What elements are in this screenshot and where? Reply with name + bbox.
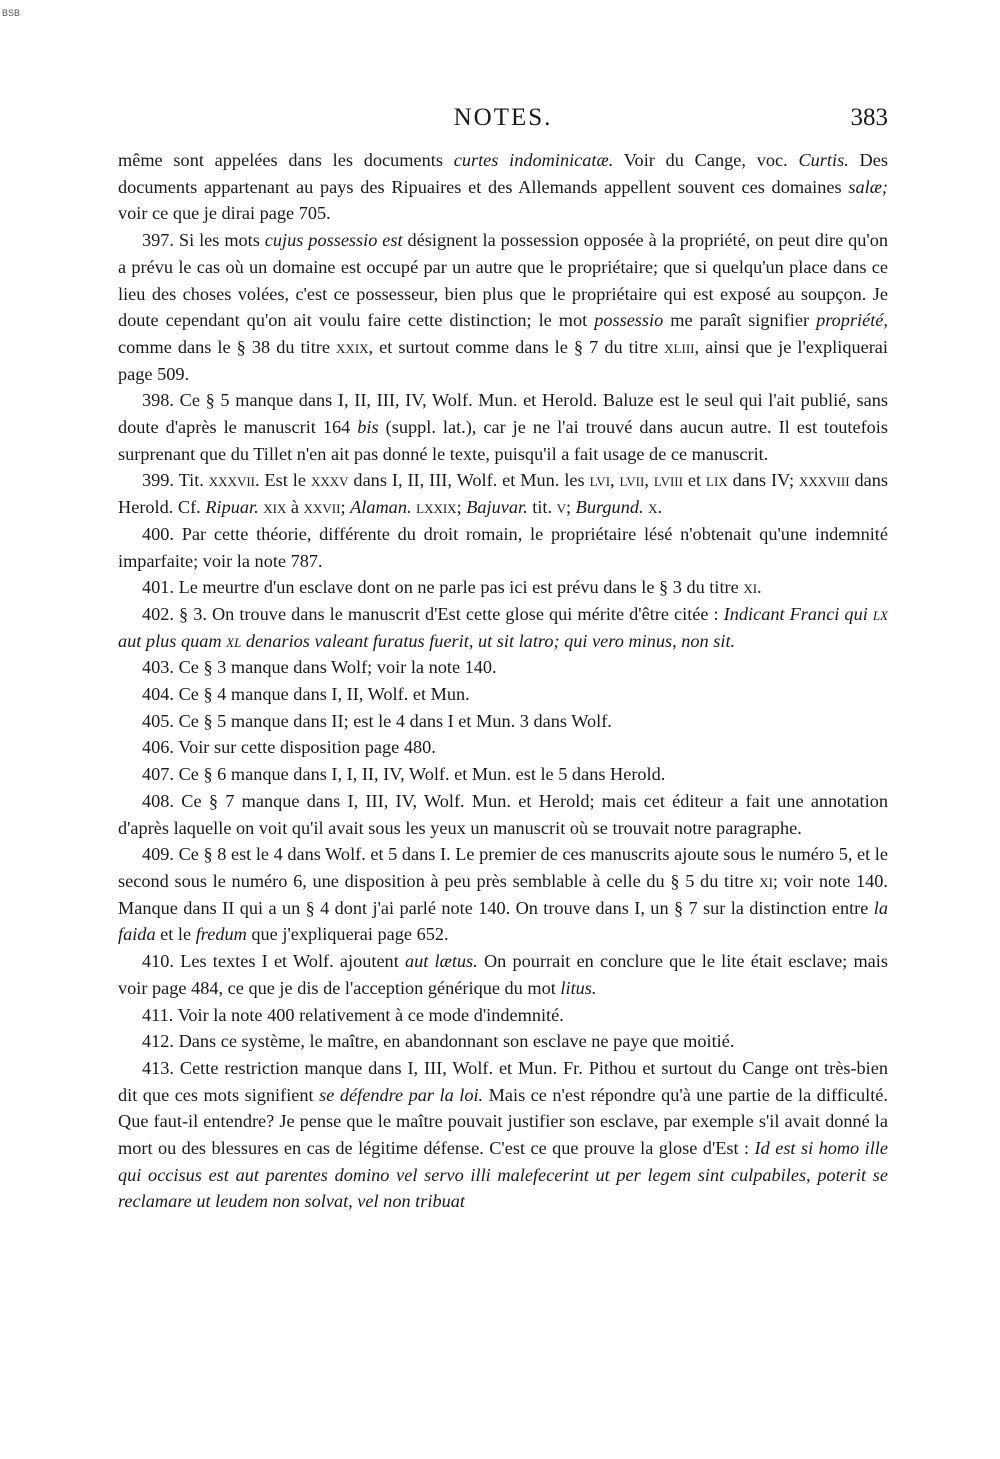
italic-text: fredum — [195, 924, 247, 945]
note-paragraph — [118, 788, 888, 841]
text-run: et — [682, 470, 707, 491]
text-run: Des documents appartenant au pays des Ripuaires et des Allemands appellent souvent ces domaines — [118, 150, 888, 197]
note-paragraph — [118, 734, 888, 761]
small-caps-text: xliii — [664, 336, 695, 357]
note-paragraph — [118, 841, 888, 948]
note-paragraph — [118, 948, 888, 1001]
italic-text: Id est si homo ille qui occisus est aut parentes domino vel servo illi malefecerint ut per legem sint culpabiles, poterit se reclamare ut leudem non solvat, vel non tribuat — [118, 1138, 888, 1212]
small-caps-text: xi — [759, 870, 773, 891]
text-run: ; voir note 140. Manque dans II qui a un § 4 dont j'ai parlé note 140. On trouve dans I, un § 7 sur la distinction entre — [118, 870, 888, 918]
note-number: 406. — [142, 737, 174, 758]
small-caps-text: x — [648, 497, 658, 518]
italic-text: Curtis. — [798, 150, 849, 170]
note-paragraph — [118, 1055, 888, 1215]
italic-text: curtes indominicatæ. — [453, 150, 614, 170]
small-caps-text: lxxix — [416, 497, 457, 518]
italic-text: aut lætus. — [404, 951, 478, 972]
text-run: et le — [155, 924, 196, 945]
italic-text: litus. — [560, 977, 597, 998]
italic-text: Burgund. — [575, 497, 644, 518]
text-run: dans Herold. Cf. — [118, 470, 888, 518]
text-run: (suppl. lat.), car je ne l'ai trouvé dans aucun autre. Il est toutefois surprenant que du Tillet n'en ait pas donné le texte, puisqu'il a fait usage de ce manuscrit. — [118, 417, 889, 464]
note-paragraph — [118, 227, 888, 387]
italic-text: se défendre par la loi. — [319, 1084, 484, 1105]
italic-text: Ripuar. — [205, 497, 259, 518]
italic-text: la faida — [118, 897, 888, 945]
page-header — [118, 100, 888, 140]
text-run: à — [286, 497, 304, 518]
note-paragraph — [118, 761, 888, 788]
note-number: 397. — [142, 230, 174, 251]
text-run: Par cette théorie, différente du droit romain, le propriétaire lésé n'obtenait qu'une indemnité imparfaite; voir la note 787. — [118, 523, 888, 571]
text-run: Voir la note 400 relativement à ce mode d'indemnité. — [173, 1004, 564, 1025]
italic-text: possessio — [594, 310, 664, 331]
small-caps-text: xxix — [336, 336, 369, 357]
note-paragraph — [118, 601, 888, 654]
text-run: Mais ce n'est répondre qu'à une partie de la difficulté. Que faut-il entendre? Je pense que le maître pouvait justifier son esclave, par exemple s'il avait donné la mort ou des blessures en cas de légitime défense. C'est ce que prouve la glose d'Est : — [118, 1084, 888, 1159]
note-number: 404. — [142, 684, 174, 705]
page-number: 383 — [850, 104, 888, 131]
note-number: 412. — [142, 1031, 174, 1052]
running-title: NOTES. — [453, 104, 553, 131]
note-paragraph — [118, 708, 888, 735]
continued-paragraph — [118, 147, 888, 227]
note-paragraph — [118, 574, 888, 601]
note-paragraph — [118, 521, 888, 574]
small-caps-text: lix — [706, 470, 728, 491]
text-run: . — [757, 577, 762, 598]
text-run: dans IV; — [727, 470, 799, 491]
text-run: que j'expliquerai page 652. — [246, 924, 449, 945]
text-run: Ce § 5 manque dans II; est le 4 dans I et Mun. 3 dans Wolf. — [174, 710, 612, 731]
note-paragraph — [118, 467, 888, 520]
text-run: Voir sur cette disposition page 480. — [174, 737, 436, 758]
text-run: même sont appelées dans les documents — [118, 150, 454, 170]
text-run: . Est le — [255, 470, 311, 491]
text-run: On pourrait en conclure que le lite était esclave; mais voir page 484, ce que je dis de l'acception générique du mot — [118, 951, 888, 998]
text-run: comme dans le § 38 du titre — [118, 336, 337, 357]
note-number: 398. — [142, 390, 174, 411]
text-run: voir ce que je dirai page 705. — [118, 203, 331, 224]
text-run: dans I, II, III, Wolf. et Mun. les — [348, 470, 590, 491]
note-number: 401. — [142, 577, 174, 598]
note-number: 400. — [142, 523, 174, 544]
small-caps-text: xxvii — [303, 497, 341, 518]
note-number: 413. — [142, 1057, 174, 1078]
small-caps-text: xi — [743, 577, 758, 598]
small-caps-text: v — [556, 497, 567, 518]
note-paragraph — [118, 1028, 888, 1055]
note-number: 402. — [142, 603, 174, 624]
text-run: . — [657, 497, 663, 518]
note-number: 407. — [142, 764, 174, 785]
text-run: Ce § 7 manque dans I, III, IV, Wolf. Mun. et Herold; mais cet éditeur a fait une annotation d'après laquelle on voit qu'il avait sous les yeux un manuscrit où se trouvait notre paragraphe. — [118, 790, 888, 838]
small-caps-text: xxxvii — [208, 470, 256, 491]
italic-text: bis — [357, 417, 379, 438]
text-run: tit. — [527, 497, 557, 518]
text-run: Voir du Cange, voc. — [613, 150, 799, 170]
note-paragraph — [118, 387, 888, 467]
italic-text: propriété, — [816, 310, 888, 331]
italic-text: salæ; — [848, 176, 888, 197]
text-run: désignent la possession opposée à la propriété, on peut dire qu'on a prévu le cas où un domaine est occupé par un autre que le propriétaire; que si quelqu'un place dans ce lieu des choses volées, c'est ce possesseur, bien plus que le propriétaire qui est exposé au soupçon. Je doute cependant qu'on ait voulu faire cette distinction; le mot — [118, 230, 889, 331]
small-caps-text: xxxv — [310, 470, 349, 491]
text-run: Si les mots — [174, 230, 265, 251]
text-run: § 3. On trouve dans le manuscrit d'Est cette glose qui mérite d'être citée : — [174, 603, 724, 624]
note-paragraph — [118, 681, 888, 708]
text-run: Les textes I et Wolf. ajoutent — [174, 951, 405, 972]
note-number: 408. — [142, 790, 174, 811]
text-run: Ce § 4 manque dans I, II, Wolf. et Mun. — [174, 684, 470, 705]
note-number: 410. — [142, 951, 174, 972]
text-run: me paraît signifier — [663, 310, 817, 331]
text-run: Cette restriction manque dans I, III, Wolf. et Mun. Fr. Pithou et surtout du Cange ont très-bien dit que ces mots signifient — [118, 1057, 888, 1105]
small-caps-text: xxxviii — [799, 470, 850, 491]
note-number: 409. — [142, 844, 174, 865]
italic-text: lx — [872, 603, 888, 624]
text-run: , ainsi que je l'expliquerai page 509. — [118, 336, 888, 384]
note-number: 405. — [142, 710, 174, 731]
text-run: ; — [566, 497, 576, 518]
text-run: Ce § 3 manque dans Wolf; voir la note 140. — [174, 657, 497, 678]
italic-text: xl — [226, 630, 242, 651]
small-caps-text: lvi, lvii, lviii — [589, 470, 683, 491]
text-run: Ce § 8 est le 4 dans Wolf. et 5 dans I. Le premier de ces manuscrits ajoute sous le numéro 5, et le second sous le numéro 6, une disposition à peu près semblable à celle du § 5 du titre — [118, 844, 888, 891]
italic-text: denarios valeant furatus fuerit, ut sit latro; qui vero minus, non sit. — [241, 630, 736, 651]
library-stamp: BSB — [2, 8, 21, 18]
italic-text: Indicant Franci qui — [723, 603, 873, 624]
text-run: Tit. — [174, 470, 209, 491]
note-paragraph — [118, 1002, 888, 1029]
text-run: ; — [456, 497, 467, 518]
italic-text: Bajuvar. — [466, 497, 528, 518]
text-run: , et surtout comme dans le § 7 du titre — [368, 336, 665, 357]
text-run: Ce § 6 manque dans I, I, II, IV, Wolf. et Mun. est le 5 dans Herold. — [174, 764, 666, 785]
italic-text: cujus possessio est — [264, 230, 403, 251]
italic-text: Alaman. — [350, 497, 412, 518]
small-caps-text: xix — [263, 497, 287, 518]
text-run: Le meurtre d'un esclave dont on ne parle pas ici est prévu dans le § 3 du titre — [174, 577, 744, 598]
text-run: Dans ce système, le maître, en abandonnant son esclave ne paye que moitié. — [174, 1031, 735, 1052]
note-number: 403. — [142, 657, 174, 678]
text-run: ; — [340, 497, 351, 518]
text-run: Ce § 5 manque dans I, II, III, IV, Wolf. Mun. et Herold. Baluze est le seul qui l'ait publié, sans doute d'après le manuscrit 164 — [118, 390, 888, 438]
note-number: 411. — [142, 1004, 174, 1025]
italic-text: aut plus quam — [118, 630, 227, 651]
notes-body — [118, 147, 888, 1215]
note-paragraph — [118, 654, 888, 681]
note-number: 399. — [142, 470, 174, 491]
